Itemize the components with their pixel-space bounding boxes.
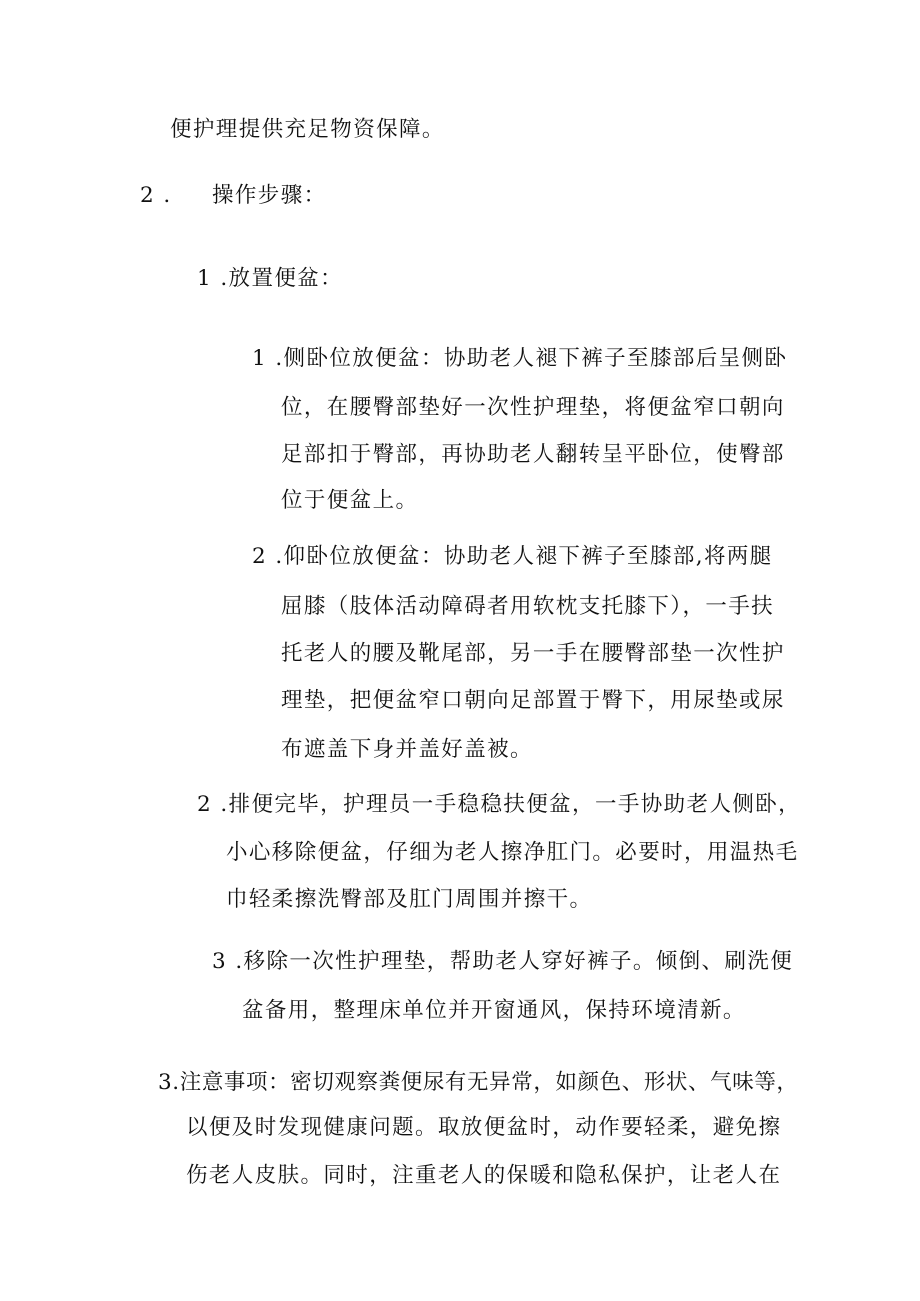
sub-2-line-1: 2 .仰卧位放便盆：协助老人褪下裤子至膝部,将两腿	[252, 544, 773, 569]
section-2-number: 2 .	[140, 183, 172, 208]
sub-1-line-4: 位于便盆上。	[281, 488, 419, 513]
section-3-line-1: 3.注意事项：密切观察粪便尿有无异常，如颜色、形状、气味等，	[158, 1070, 799, 1095]
step-2-line-3: 巾轻柔擦洗臀部及肛门周围并擦干。	[226, 887, 593, 912]
intro-continuation-line: 便护理提供充足物资保障。	[170, 117, 445, 142]
sub-2-line-5: 布遮盖下身并盖好盖被。	[281, 737, 533, 762]
step-2-line-1: 2 .排便完毕，护理员一手稳稳扶便盆，一手协助老人侧卧，	[197, 792, 802, 817]
sub-2-line-4: 理垫，把便盆窄口朝向足部置于臀下，用尿垫或尿	[281, 688, 785, 713]
section-2-title: 操作步骤：	[212, 183, 327, 208]
step-3-line-1: 3 .移除一次性护理垫，帮助老人穿好裤子。倾倒、刷洗便	[212, 949, 794, 974]
sub-1-line-1: 1 .侧卧位放便盆：协助老人褪下裤子至膝部后呈侧卧	[252, 346, 788, 371]
sub-2-line-3: 托老人的腰及靴尾部，另一手在腰臀部垫一次性护	[281, 641, 785, 666]
step-2-line-2: 小心移除便盆，仔细为老人擦净肛门。必要时，用温热毛	[226, 840, 799, 865]
section-3-line-2: 以便及时发现健康问题。取放便盆时，动作要轻柔，避免擦	[186, 1115, 782, 1140]
step-3-line-2: 盆备用，整理床单位并开窗通风，保持环境清新。	[242, 998, 746, 1023]
sub-1-line-2: 位，在腰臀部垫好一次性护理垫，将便盆窄口朝向	[281, 395, 785, 420]
sub-1-line-3: 足部扣于臀部，再协助老人翻转呈平卧位，使臀部	[281, 442, 785, 467]
section-3-line-3: 伤老人皮肤。同时，注重老人的保暖和隐私保护，让老人在	[186, 1163, 782, 1188]
sub-2-line-2: 屈膝（肢体活动障碍者用软枕支托膝下），一手扶	[281, 594, 775, 619]
step-1-heading: 1 .放置便盆：	[197, 266, 344, 291]
